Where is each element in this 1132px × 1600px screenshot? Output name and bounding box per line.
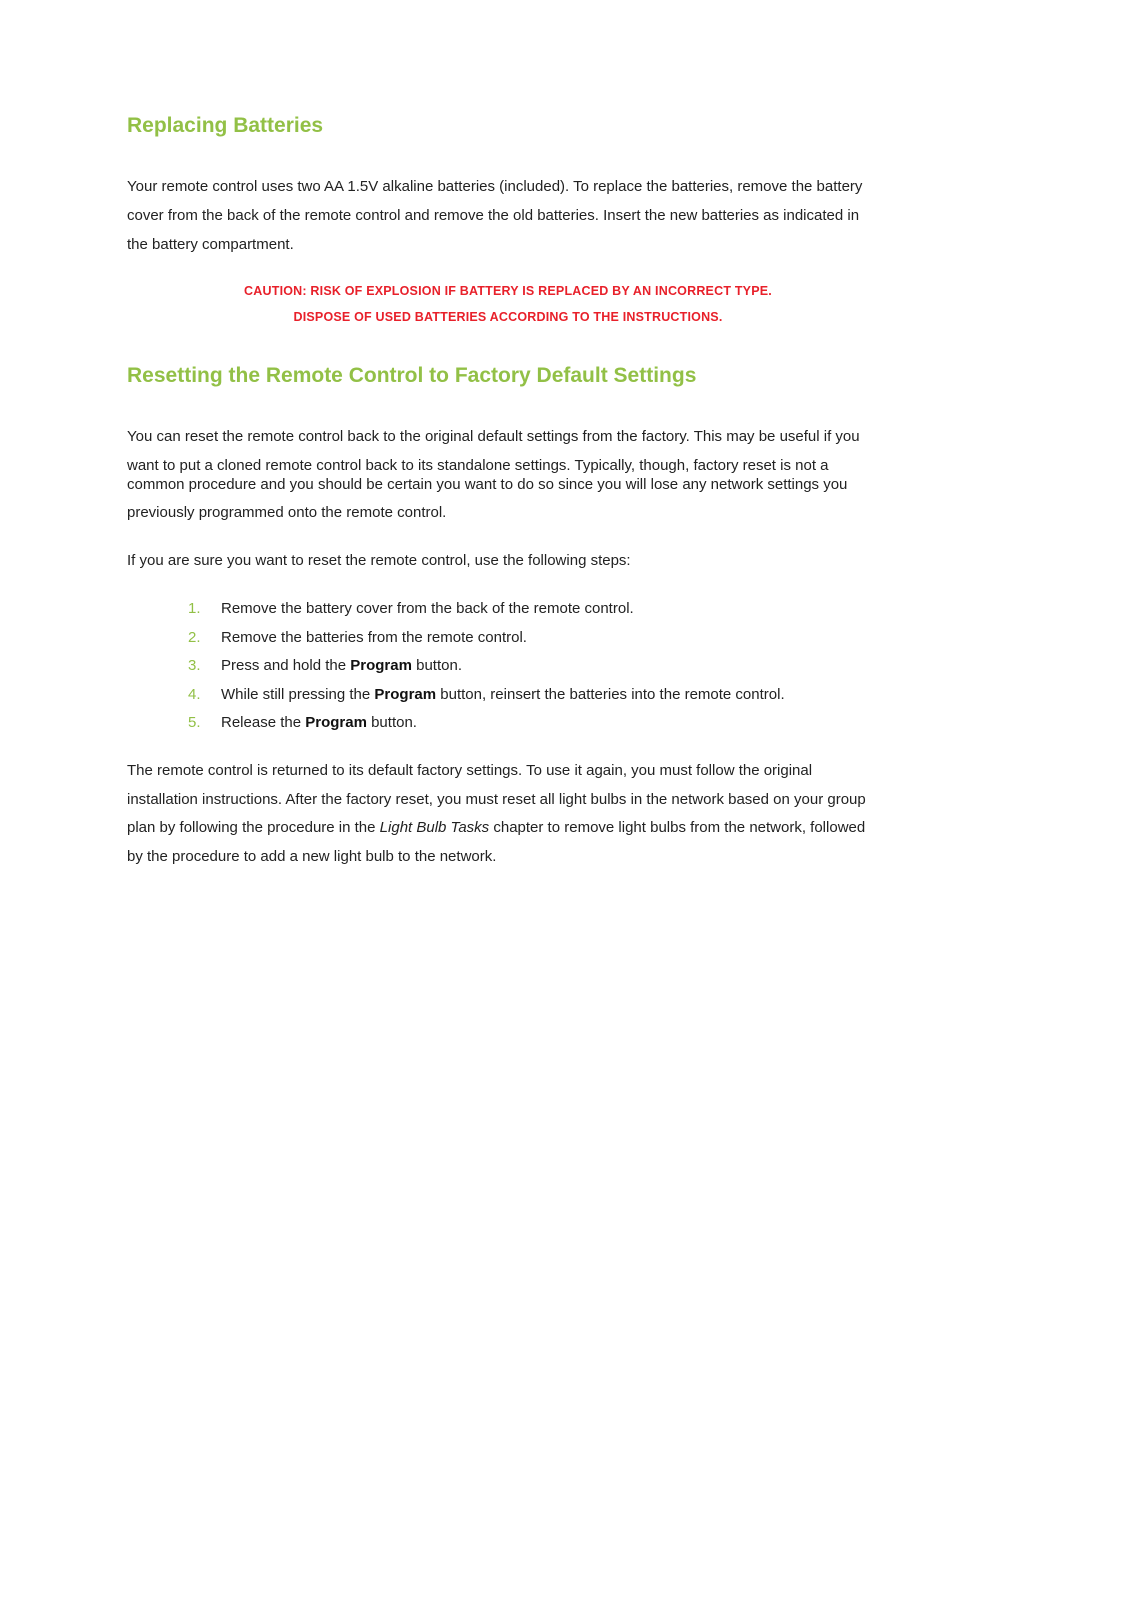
list-item [188, 657, 462, 674]
paragraph-text: The remote control is returned to its default factory settings. To use it again, you must follow the original [127, 762, 813, 779]
step-text: button. [366, 714, 417, 731]
step-text: While still pressing the [221, 686, 375, 703]
paragraph-line: cover from the back of the remote control and remove the old batteries. Insert the new batteries as indicated in [127, 207, 860, 224]
step-text: button. [411, 657, 462, 674]
chapter-reference: Light Bulb Tasks [379, 819, 490, 836]
paragraph-line: the battery compartment. [127, 236, 294, 253]
steps-intro: If you are sure you want to reset the remote control, use the following steps: [127, 552, 631, 569]
step-text: button, reinsert the batteries into the remote control. [436, 686, 785, 703]
paragraph-line: You can reset the remote control back to the original default settings from the factory. This may be useful if you [127, 428, 860, 445]
paragraph-text: by the procedure to add a new light bulb to the network. [127, 848, 497, 865]
list-item [188, 714, 417, 731]
paragraph-line [127, 762, 812, 779]
step-text: Release the [221, 714, 306, 731]
step-text: Remove the battery cover from the back of the remote control. [221, 600, 634, 617]
step-number: 2. [188, 629, 201, 646]
heading-resetting-remote: Resetting the Remote Control to Factory Default Settings [127, 364, 697, 387]
paragraph-line [127, 848, 496, 865]
caution-warning-line: CAUTION: RISK OF EXPLOSION IF BATTERY IS REPLACED BY AN INCORRECT TYPE. [244, 284, 772, 298]
program-button-name: Program [374, 686, 437, 703]
program-button-name: Program [305, 714, 367, 731]
paragraph-line: previously programmed onto the remote control. [127, 504, 447, 521]
caution-warning-line: DISPOSE OF USED BATTERIES ACCORDING TO THE INSTRUCTIONS. [293, 310, 723, 324]
paragraph-text: installation instructions. After the factory reset, you must reset all light bulbs in the network based on your group [127, 791, 866, 808]
paragraph-text: chapter to remove light bulbs from the network, followed [489, 819, 866, 836]
paragraph-line [127, 819, 865, 836]
step-text: Remove the batteries from the remote control. [221, 629, 527, 646]
step-number: 4. [188, 686, 201, 703]
step-number: 5. [188, 714, 201, 731]
paragraph-line: want to put a cloned remote control back to its standalone settings. Typically, though, factory reset is not a [127, 457, 829, 474]
list-item [188, 600, 634, 617]
paragraph-line: common procedure and you should be certain you want to do so since you will lose any network settings you [127, 476, 848, 493]
list-item [188, 629, 527, 646]
list-item [188, 686, 785, 703]
program-button-name: Program [350, 657, 412, 674]
heading-replacing-batteries: Replacing Batteries [127, 114, 324, 137]
paragraph-text: plan by following the procedure in the [127, 819, 380, 836]
paragraph-line [127, 791, 866, 808]
paragraph-line: Your remote control uses two AA 1.5V alkaline batteries (included). To replace the batteries, remove the battery [127, 178, 863, 195]
step-number: 3. [188, 657, 201, 674]
step-number: 1. [188, 600, 201, 617]
step-text: Press and hold the [221, 657, 351, 674]
